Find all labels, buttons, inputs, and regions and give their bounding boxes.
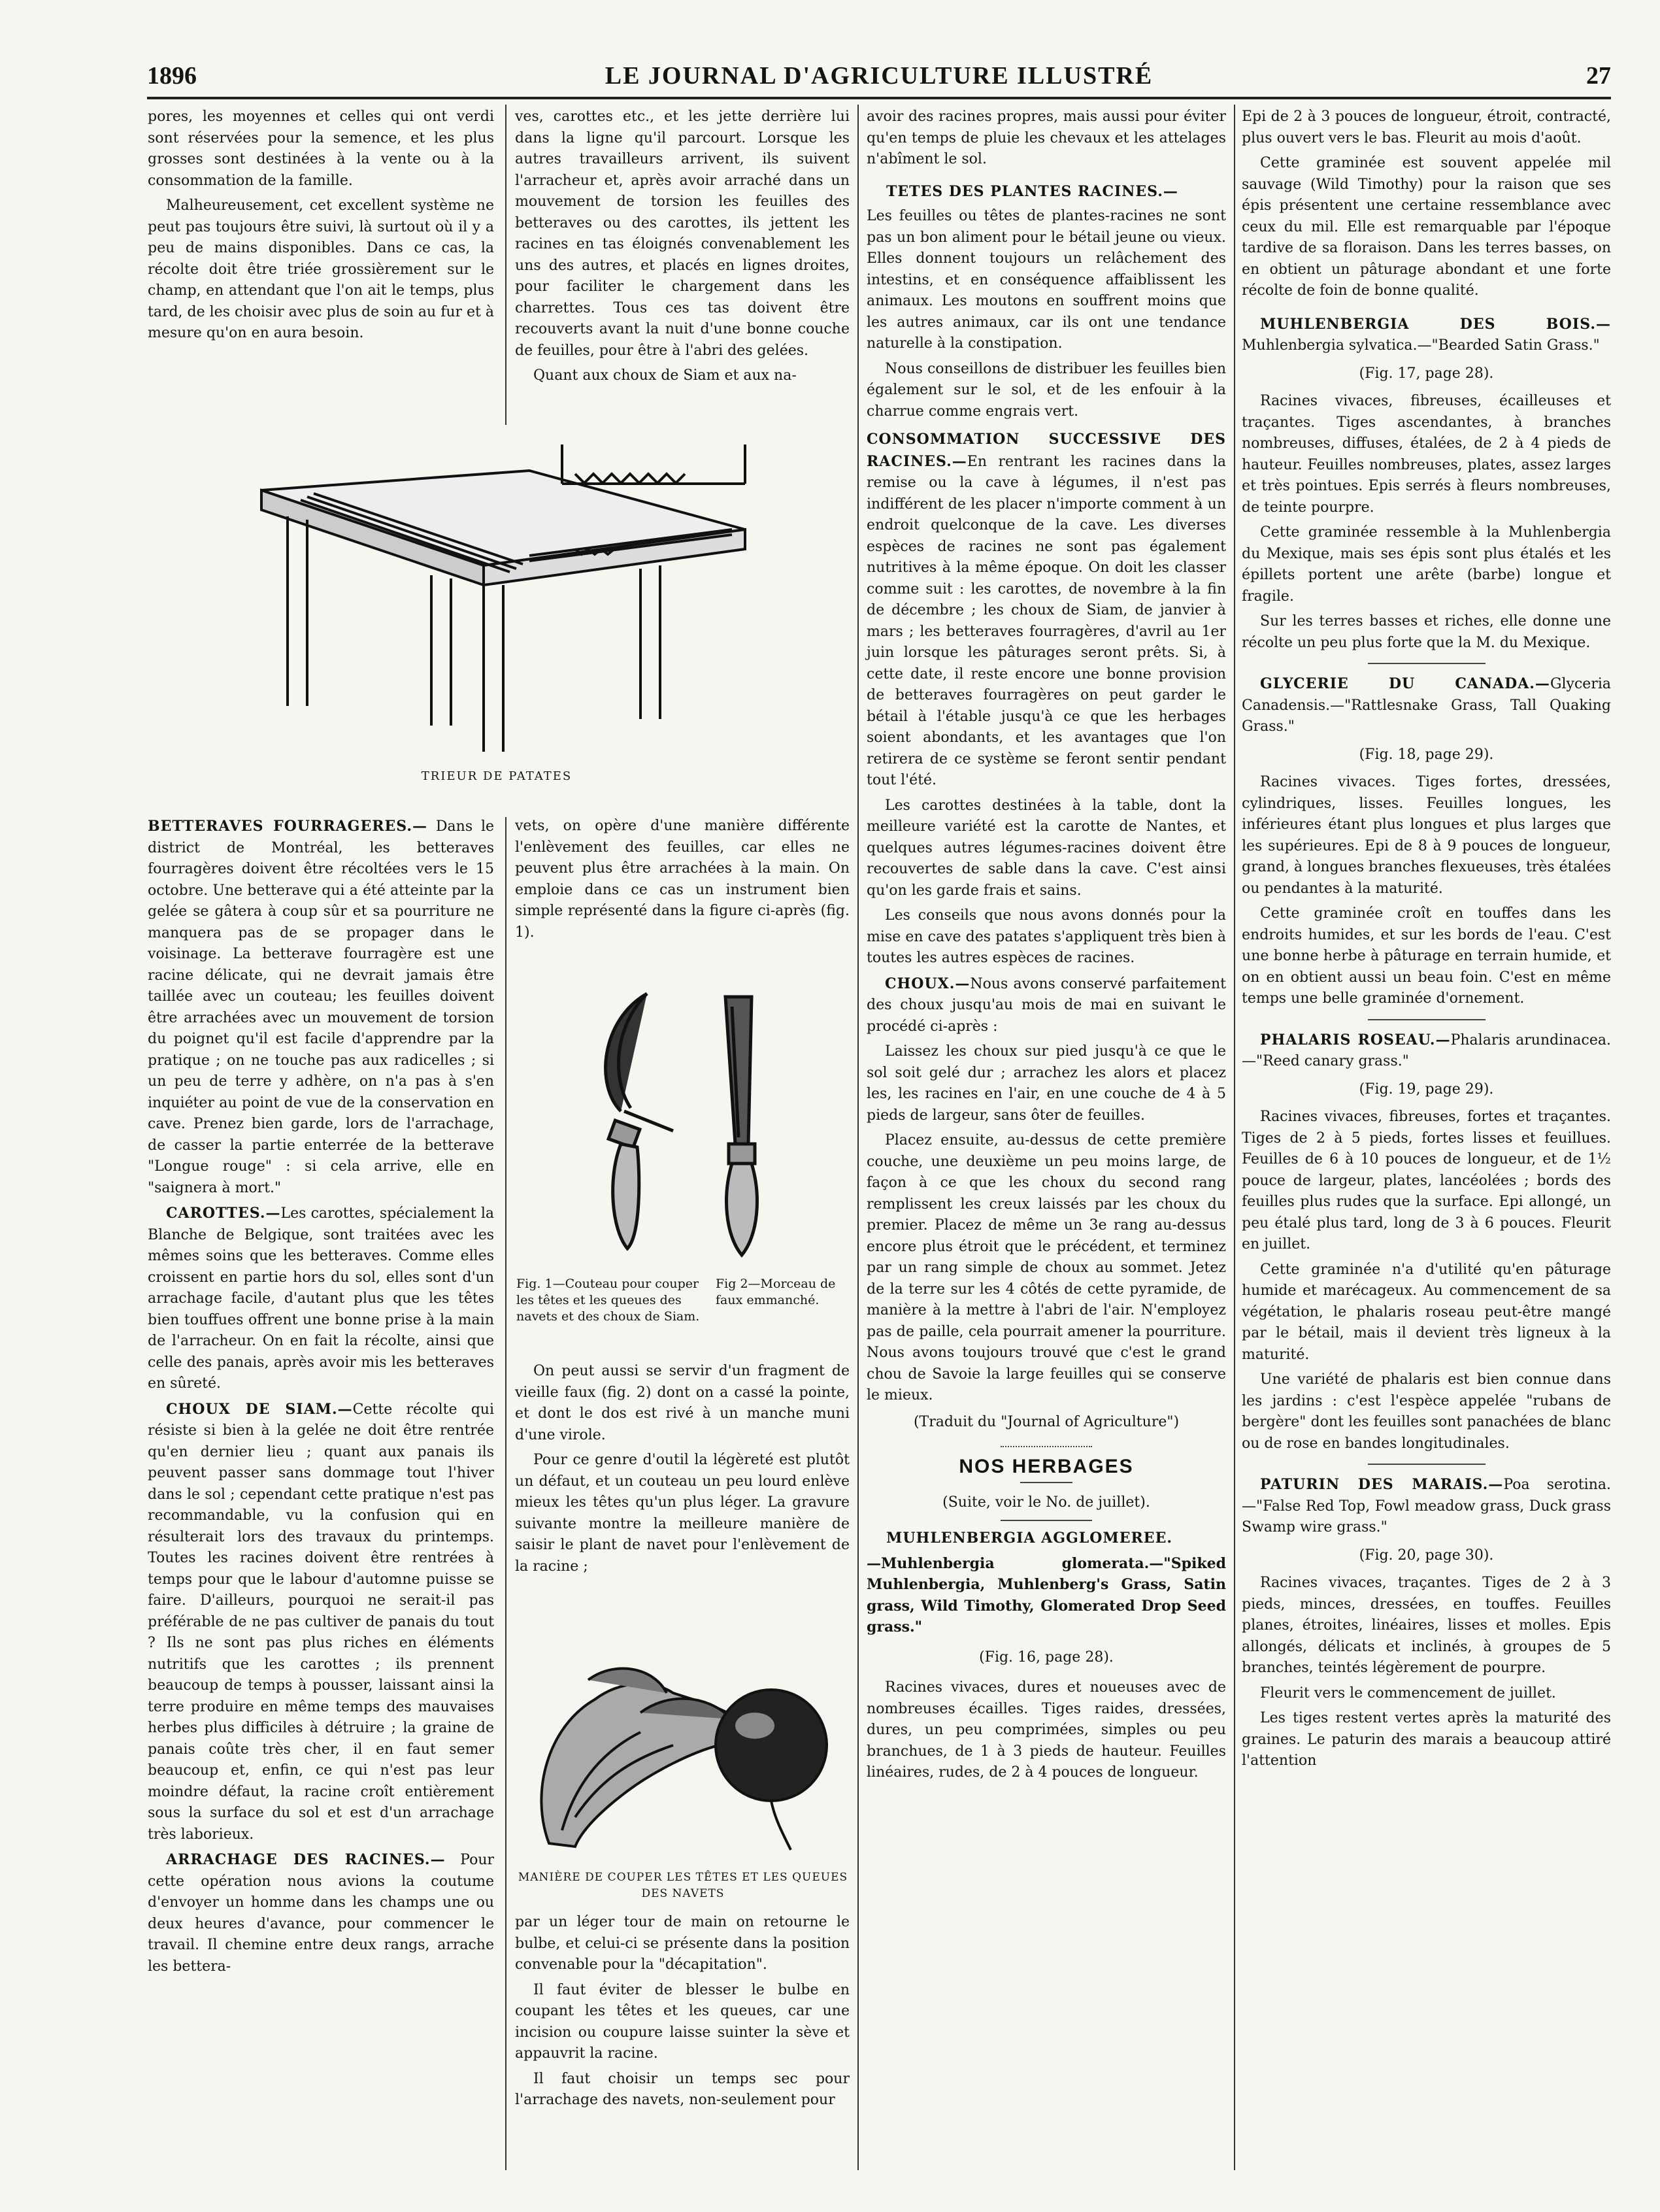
separator-rule: [1020, 1482, 1072, 1483]
section-heading: CHOUX.—: [885, 975, 971, 992]
paragraph: Racines vivaces, dures et noueuses avec de nombreuses écailles. Tiges raides, dressées, dures, un peu comprimées, simples ou peu branchues, de 1 à 3 pieds de hauteur. Feuilles linéaires, rudes, de 2 à 4 pouces de longueur.: [867, 1679, 1226, 1781]
paragraph: Quant aux choux de Siam et aux na-: [533, 367, 797, 384]
column-2: [515, 816, 850, 947]
column-2-middle: [515, 1361, 850, 1581]
paragraph: On peut aussi se servir d'un fragment de vieille faux (fig. 2) dont on a cassé la pointe, et dont le dos est rivé à un manche muni d'une virole.: [515, 1363, 850, 1443]
page-number: 27: [1586, 62, 1611, 90]
paragraph: Cette graminée ressemble à la Muhlenbergia du Mexique, mais ses épis sont plus étalés et les épillets portent une arête (barbe) longue et fragile.: [1242, 524, 1611, 605]
paragraph: Nous conseillons de distribuer les feuilles bien également sur le sol, et de les enfouir à la charrue comme engrais vert.: [867, 360, 1226, 420]
paragraph: Cette graminée croît en touffes dans les endroits humides, et sur les bords de l'eau. C'est une bonne herbe à pâturage en terrain humide, et on en obtient aussi un beau foin. C'est en même temps une belle graminée d'ornement.: [1242, 905, 1611, 1007]
paragraph: Fleurit vers le commencement de juillet.: [1260, 1684, 1556, 1701]
paragraph: BETTERAVES FOURRAGERES.— Dans le district de Montréal, les betteraves fourragères doivent être récoltées vers le 15 octobre. Une betterave qui a été atteinte par la gelée se gâtera à coup sûr et sa pourriture ne manquera pas de se propager dans le voisinage. La betterave fourragère est une racine délicate, qui ne devrait jamais être taillée avec un couteau; les feuilles doivent être arrachées avec un mouvement de torsion du poignet qu'il est facile d'apprendre par la pratique ; on ne touche pas aux radicelles ; si un peu de terre y adhère, on n'a pas à s'en inquiéter au point de vue de la conservation en cave. Prenez bien garde, lors de l'arrachage, de casser la partie enterrée de la betterave "Longue rouge" : si cela arrive, elle en "saignera à mort.": [148, 818, 494, 1196]
column-2-bottom: [515, 1912, 850, 2115]
figure-reference: (Fig. 16, page 28).: [979, 1649, 1114, 1666]
section-heading: BETTERAVES FOURRAGERES.—: [148, 818, 428, 835]
section-heading: GLYCERIE DU CANADA.—: [1260, 675, 1550, 692]
figure-reference: (Fig. 20, page 30).: [1359, 1547, 1494, 1564]
paragraph: CAROTTES.—Les carottes, spécialement la Blanche de Belgique, sont traitées avec les mêmes soins que les betteraves. Comme elles croissent en partie hors du sol, elles sont d'un arrachage facile, d'autant plus que les têtes bien touffues offrent une bonne prise à la main de l'arracheur. On en fait la récolte, ainsi que celle des panais, après avoir mis les betteraves en sûreté.: [148, 1205, 494, 1392]
section-heading: MUHLENBERGIA AGGLOMEREE.: [886, 1530, 1173, 1547]
figure-reference: (Fig. 19, page 29).: [1359, 1081, 1494, 1098]
paragraph: Il faut éviter de blesser le bulbe en coupant les têtes et les queues, car une incision ou coupure laisse suinter la sève et appauvrit la racine.: [515, 1981, 850, 2062]
figure-caption-turnip: MANIÈRE DE COUPER LES TÊTES ET LES QUEUES DES NAVETS: [518, 1871, 848, 1900]
section-heading: PATURIN DES MARAIS.—: [1260, 1476, 1504, 1493]
paragraph: Laissez les choux sur pied jusqu'à ce que le sol soit gelé dur ; arrachez les alors et placez les, les racines en l'air, en une couche de 4 à 5 pieds de largeur, sans ôter de feuilles.: [867, 1043, 1226, 1124]
section-heading: MUHLENBERGIA DES BOIS.—: [1260, 315, 1611, 333]
paragraph: Cette graminée est souvent appelée mil sauvage (Wild Timothy) pour la raison que ses épis présentent une certaine ressemblance avec ceux du mil. Elle est remarquable par l'époque tardive de sa floraison. Dans les terres basses, on en obtient un pâturage abondant et une forte récolte de foin de bonne qualité.: [1242, 155, 1611, 299]
paragraph: Epi de 2 à 3 pouces de longueur, étroit, contracté, plus ouvert vers le bas. Fleurit au mois d'août.: [1242, 109, 1611, 146]
paragraph: PATURIN DES MARAIS.—Poa serotina.—"False Red Top, Fowl meadow grass, Duck grass Swamp wire grass.": [1242, 1476, 1611, 1535]
paragraph: ves, carottes etc., et les jette derrière lui dans la ligne qu'il parcourt. Lorsque les autres travailleurs arrivent, ils suivent l'arracheur et, après avoir arraché dans un mouvement de torsion les feuilles des betteraves ou des carottes, ils jettent les racines en tas éloignés convenablement les uns des autres, et placés en lignes droites, pour faciliter le chargement dans les charrettes. Tous ces tas doivent être recouverts avant la nuit d'une bonne couche de feuilles, pour être à l'abri des gelées.: [515, 109, 850, 359]
paragraph: Sur les terres basses et riches, elle donne une récolte un peu plus forte que la M. du Mexique.: [1242, 613, 1611, 651]
paragraph: Les carottes destinées à la table, dont la meilleure variété est la carotte de Nantes, et quelques autres légumes-racines doivent être recouvertes de sable dans la cave. C'est ainsi qu'on les garde frais et sains.: [867, 797, 1226, 899]
translation-note: (Traduit du "Journal of Agriculture"): [913, 1413, 1180, 1430]
section-title-nos-herbages: NOS HERBAGES: [959, 1456, 1134, 1477]
column-1-top: [148, 107, 494, 348]
paragraph: CHOUX.—Nous avons conservé parfaitement des choux jusqu'au mois de mai en suivant le procédé ci-après :: [867, 975, 1226, 1035]
separator-rule: [1368, 1019, 1486, 1020]
paragraph: pores, les moyennes et celles qui ont verdi sont réservées pour la semence, et les plus grosses sont destinées à la vente ou à la consommation de la famille.: [148, 109, 494, 189]
header-year: 1896: [147, 62, 197, 90]
paragraph: Racines vivaces, fibreuses, écailleuses et traçantes. Tiges ascendantes, à branches nombreuses, diffuses, étalées, de 2 à 4 pieds de hauteur. Feuilles nombreuses, plates, assez larges et très pointues. Epis serrés à fleurs nombreuses, de teinte pourpre.: [1242, 393, 1611, 516]
separator-rule: [1001, 1446, 1092, 1447]
figure-caption-fig1: Fig. 1—Couteau pour couper les têtes et les queues des navets et des choux de Siam.: [516, 1277, 700, 1324]
figure-reference: (Fig. 17, page 28).: [1359, 365, 1494, 382]
continuation-note: (Suite, voir le No. de juillet).: [942, 1494, 1150, 1511]
potato-sorter-illustration: [235, 444, 771, 758]
section-heading: PHALARIS ROSEAU.—: [1260, 1031, 1451, 1048]
paragraph: vets, on opère d'une manière différente l'enlèvement des feuilles, car elles ne peuvent plus être arrachées à la main. On emploie dans ce cas un instrument bien simple représenté dans la figure ci-après (fig. 1).: [515, 818, 850, 941]
paragraph: par un léger tour de main on retourne le bulbe, et celui-ci se présente dans la position convenable pour la "décapitation".: [515, 1914, 850, 1973]
paragraph: —Muhlenbergia glomerata.—"Spiked Muhlenbergia, Muhlenberg's Grass, Satin grass, Wild Timothy, Glomerated Drop Seed grass.": [867, 1554, 1226, 1635]
paragraph: ARRACHAGE DES RACINES.— Pour cette opération nous avions la coutume d'envoyer un homme dans les champs une ou deux heures d'avance, pour commencer le travail. Il chemine entre deux rangs, arrache les bettera-: [148, 1851, 494, 1975]
paragraph: PHALARIS ROSEAU.—Phalaris arundinacea.—"Reed canary grass.": [1242, 1031, 1611, 1069]
separator-rule: [1368, 663, 1486, 664]
column-1: [148, 816, 494, 1981]
running-header: [147, 59, 1611, 99]
section-heading: TETES DES PLANTES RACINES.—: [886, 182, 1178, 200]
paragraph: CONSOMMATION SUCCESSIVE DES RACINES.—En rentrant les racines dans la remise ou la cave à légumes, il n'est pas indifférent de les placer n'importe comment à un endroit quelconque de la cave. Les diverses espèces de racines ne sont pas également nutritives à la même époque. On doit les classer comme suit : les carottes, de novembre à la fin de décembre ; les choux de Siam, de janvier à mars ; les betteraves fourragères, d'avril au 1er juin lorsque les pâturages seront prêts. Si, à cette date, il reste encore une bonne provision de betteraves fourragères on peut garder le bétail à l'étable jusqu'à ce que les herbages soient abondants, et les avantages que l'on retirera de ce système se feront sentir pendant tout l'été.: [867, 431, 1226, 788]
column-rule-1b: [505, 817, 506, 2170]
paragraph: CHOUX DE SIAM.—Cette récolte qui résiste si bien à la gelée ne doit être rentrée qu'en dernier lieu ; quant aux panais ils peuvent passer sans dommage tout l'hiver dans le sol ; cependant cette pratique n'est pas recommandable, vu la confusion qui en résulterait lors des travaux du printemps. Toutes les racines doivent être rentrées à temps pour que le labour d'automne puisse se faire. D'ailleurs, pourquoi ne serait-il pas préférable de ne pas cultiver de panais du tout ? Ils ne sont pas plus riches en éléments nutritifs que les carottes ; ils prennent beaucoup de temps à pousser, laissant ainsi la terre produire en même temps des mauvaises herbes plus difficiles à détruire ; la graine de panais coûte très cher, il en faut semer beaucoup et, enfin, ce qui n'est pas leur moindre défaut, la racine croît entièrement sous la surface du sol et est d'un arrachage très laborieux.: [148, 1400, 494, 1843]
column-rule-3: [1234, 105, 1235, 2170]
paragraph: avoir des racines propres, mais aussi pour éviter qu'en temps de pluie les chevaux et les attelages n'abîment le sol.: [867, 109, 1226, 167]
journal-title: LE JOURNAL D'AGRICULTURE ILLUSTRÉ: [605, 62, 1154, 90]
paragraph: Pour ce genre d'outil la légèreté est plutôt un défaut, et un couteau un peu lourd enlève mieux les têtes qu'un plus léger. La gravure suivante montre la meilleure manière de saisir le plant de navet pour l'enlèvement de la racine ;: [515, 1452, 850, 1575]
figure-caption-fig2: Fig 2—Morceau de faux emmanché.: [716, 1277, 836, 1307]
paragraph: Racines vivaces. Tiges fortes, dressées, cylindriques, lisses. Feuilles longues, les inférieures étant plus longues et plus larges que les supérieures. Epi de 8 à 9 pouces de longueur, grand, à longues branches flexueuses, très étalées ou pendantes à la maturité.: [1242, 774, 1611, 897]
paragraph: Placez ensuite, au-dessus de cette première couche, une deuxième un peu moins large, de façon à ce que les choux du second rang remplissent les creux laissés par les choux du premier. Placez de même un 3e rang au-dessus encore plus étroit que le précédent, et terminez par un rang simple de choux au sommet. Jetez de la terre sur les 4 côtés de cette pyramide, de manière à la mettre à l'abri de l'air. N'employez pas de paille, cela pourrait amener la pourriture. Nous avons toujours trouvé que c'est le grand chou de Savoie la large feuilles qui se conserve le mieux.: [867, 1132, 1226, 1403]
column-rule-1: [505, 105, 506, 425]
paragraph: Une variété de phalaris est bien connue dans les jardins : c'est l'espèce appelée "rubans de bergère" dont les feuilles sont panachées de blanc ou de rose en bandes longitudinales.: [1242, 1371, 1611, 1452]
column-rule-2: [857, 105, 859, 2170]
knife-illustration: [575, 980, 804, 1268]
paragraph: Les conseils que nous avons donnés pour la mise en cave des patates s'appliquent très bien à toutes les autres espèces de racines.: [867, 907, 1226, 966]
paragraph: Racines vivaces, traçantes. Tiges de 2 à 3 pieds, minces, dressées, en touffes. Feuilles planes, étroites, linéaires, lisses et molles. Epis allongés, délicats et inclinés, à groupes de 5 branches, teintés légèrement de pourpre.: [1242, 1575, 1611, 1676]
paragraph: Cette graminée n'a d'utilité qu'en pâturage humide et marécageux. Au commencement de sa végétation, le phalaris roseau peut-être mangé par le bétail, mais il devient très ligneux à la maturité.: [1242, 1261, 1611, 1363]
paragraph: MUHLENBERGIA DES BOIS.—Muhlenbergia sylvatica.—"Bearded Satin Grass.": [1242, 315, 1611, 354]
paragraph: Racines vivaces, fibreuses, fortes et traçantes. Tiges de 2 à 5 pieds, fortes lisses et feuillues. Feuilles de 6 à 10 pouces de longueur, et de 1½ pouce de largeur, plates, lancéolées ; bords des feuilles plus rudes que la surface. Epi allongé, un peu étalé plus tard, long de 3 à 6 pouces. Fleurit en juillet.: [1242, 1109, 1611, 1252]
column-4: [1242, 107, 1611, 1776]
header-rule: [147, 97, 1611, 99]
section-heading: CONSOMMATION SUCCESSIVE DES RACINES.—: [867, 431, 1226, 470]
figure-reference: (Fig. 18, page 29).: [1359, 746, 1494, 763]
column-3: [867, 107, 1226, 1788]
section-heading: CAROTTES.—: [166, 1205, 281, 1222]
paragraph: Les feuilles ou têtes de plantes-racines ne sont pas un bon aliment pour le bétail jeune ou vieux. Elles donnent toujours un relâchement des intestins, et en conséquence affaiblissent les animaux. Les moutons en souffrent moins que les autres animaux, car ils ont une tendance naturelle à la constipation.: [867, 208, 1226, 352]
turnip-cutting-illustration: [523, 1595, 850, 1856]
figure-caption-trieur: TRIEUR DE PATATES: [421, 769, 573, 783]
paragraph: Malheureusement, cet excellent système ne peut pas toujours être suivi, là surtout où il y a peu de mains disponibles. Dans ce cas, la récolte doit être triée grossièrement sur le champ, en attendant que l'on ait le temps, plus tard, de les choisir avec plus de soin au fur et à mesure qu'on en aura besoin.: [148, 197, 494, 341]
column-2-top: [515, 107, 850, 391]
section-heading: ARRACHAGE DES RACINES.—: [166, 1851, 446, 1868]
paragraph: Les tiges restent vertes après la maturité des graines. Le paturin des marais a beaucoup attiré l'attention: [1242, 1710, 1611, 1769]
separator-rule: [1001, 1520, 1092, 1521]
paragraph: GLYCERIE DU CANADA.—Glyceria Canadensis.—"Rattlesnake Grass, Tall Quaking Grass.": [1242, 675, 1611, 735]
paragraph: Il faut choisir un temps sec pour l'arrachage des navets, non-seulement pour: [515, 2070, 850, 2108]
separator-rule: [1368, 1464, 1486, 1465]
section-heading: CHOUX DE SIAM.—: [166, 1400, 353, 1418]
